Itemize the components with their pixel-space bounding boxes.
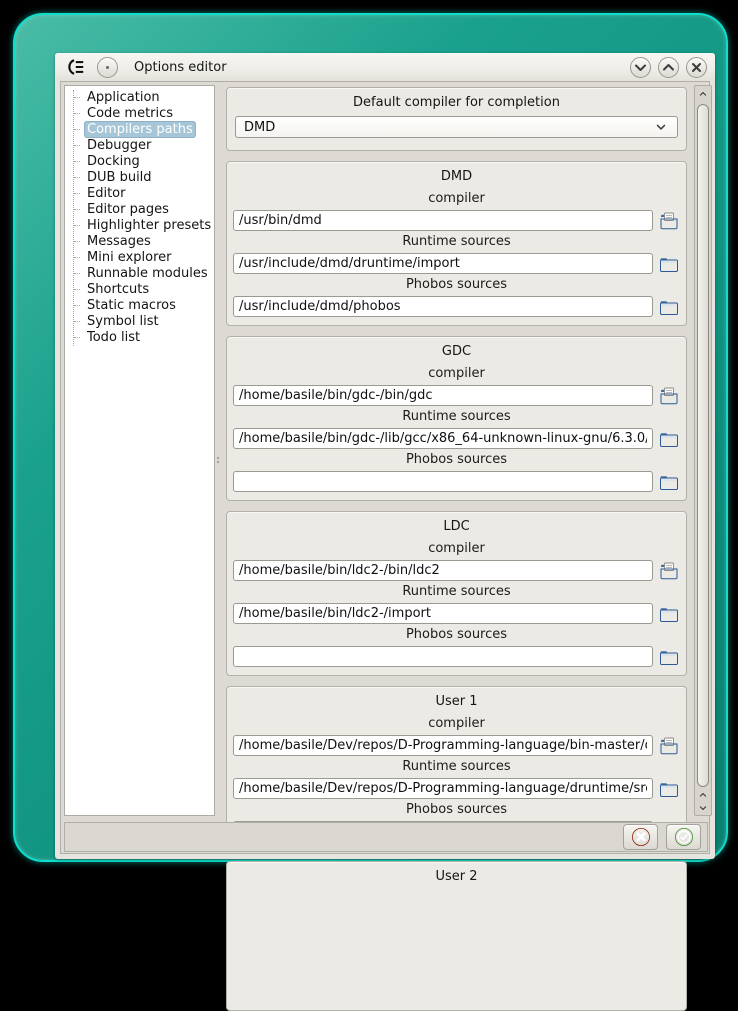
- window-frame: [13, 13, 728, 884]
- chevron-down-icon: [653, 119, 669, 135]
- dmd-runtime-browse-button[interactable]: [658, 253, 680, 274]
- combo-value: DMD: [244, 119, 276, 135]
- field-label: Phobos sources: [405, 277, 508, 292]
- dmd-runtime-sources-input[interactable]: [233, 253, 653, 274]
- coedit-logo-icon: [65, 59, 85, 75]
- chevron-down-icon: [630, 57, 651, 78]
- sidebar-item-docking[interactable]: Docking: [74, 154, 212, 170]
- default-compiler-group: [226, 87, 687, 151]
- window-menu-dot-icon: [106, 66, 109, 69]
- chevron-down-icon: [696, 802, 710, 814]
- scroll-down-button[interactable]: [695, 801, 711, 815]
- folder-icon: [659, 780, 679, 798]
- titlebar[interactable]: [55, 53, 715, 81]
- close-icon: [686, 57, 707, 78]
- field-label: compiler: [428, 541, 485, 556]
- cancel-icon: [631, 827, 651, 847]
- ldc-runtime-browse-button[interactable]: [658, 603, 680, 624]
- compiler-group-user2: [226, 861, 687, 1011]
- gdc-runtime-browse-button[interactable]: [658, 428, 680, 449]
- default-compiler-select[interactable]: [235, 116, 678, 138]
- user1-compiler-path-input[interactable]: [233, 735, 653, 756]
- sidebar-item-mini-explorer[interactable]: Mini explorer: [74, 250, 212, 266]
- sidebar-item-code-metrics[interactable]: Code metrics: [74, 106, 212, 122]
- field-label: Phobos sources: [405, 452, 508, 467]
- field-label: Phobos sources: [405, 802, 508, 817]
- chevron-up-icon: [696, 88, 710, 100]
- ldc-phobos-browse-button[interactable]: [658, 646, 680, 667]
- open-file-icon: [659, 212, 679, 230]
- field-label: compiler: [428, 366, 485, 381]
- sidebar-item-compilers-paths[interactable]: Compilers paths: [74, 122, 212, 138]
- compilers-paths-panel: [223, 85, 690, 884]
- field-label: compiler: [428, 716, 485, 731]
- categories-sidebar[interactable]: [64, 85, 215, 816]
- group-title: LDC: [443, 519, 470, 534]
- scroll-up-button[interactable]: [695, 87, 711, 101]
- options-editor-window: [55, 53, 715, 884]
- chevron-up-icon: [658, 57, 679, 78]
- sidebar-item-editor[interactable]: Editor: [74, 186, 212, 202]
- field-label: Runtime sources: [402, 234, 511, 249]
- open-file-icon: [659, 387, 679, 405]
- gdc-compiler-path-input[interactable]: [233, 385, 653, 406]
- sidebar-item-messages[interactable]: Messages: [74, 234, 212, 250]
- minimize-button[interactable]: [630, 57, 651, 78]
- ldc-compiler-path-input[interactable]: [233, 560, 653, 581]
- chevron-up-icon: [696, 789, 710, 801]
- group-title: Default compiler for completion: [353, 95, 560, 110]
- vertical-scrollbar[interactable]: [694, 85, 712, 816]
- open-file-icon: [659, 737, 679, 755]
- accept-icon: [674, 827, 694, 847]
- sidebar-item-application[interactable]: Application: [74, 90, 212, 106]
- scrollbar-thumb[interactable]: [697, 104, 709, 787]
- sidebar-item-static-macros[interactable]: Static macros: [74, 298, 212, 314]
- ldc-compiler-browse-button[interactable]: [658, 560, 680, 581]
- field-label: Runtime sources: [402, 759, 511, 774]
- folder-icon: [659, 473, 679, 491]
- compiler-group-dmd: [226, 161, 687, 326]
- ldc-phobos-sources-input[interactable]: [233, 646, 653, 667]
- sidebar-item-debugger[interactable]: Debugger: [74, 138, 212, 154]
- folder-icon: [659, 298, 679, 316]
- open-file-icon: [659, 562, 679, 580]
- dialog-button-bar: [64, 822, 708, 852]
- folder-icon: [659, 255, 679, 273]
- window-title: Options editor: [134, 59, 227, 75]
- sidebar-item-editor-pages[interactable]: Editor pages: [74, 202, 212, 218]
- compiler-group-ldc: [226, 511, 687, 676]
- accept-button[interactable]: [666, 824, 701, 850]
- dmd-phobos-sources-input[interactable]: [233, 296, 653, 317]
- window-menu-button[interactable]: [97, 57, 118, 78]
- cancel-button[interactable]: [623, 824, 658, 850]
- user1-compiler-browse-button[interactable]: [658, 735, 680, 756]
- sidebar-item-shortcuts[interactable]: Shortcuts: [74, 282, 212, 298]
- sidebar-item-todo-list[interactable]: Todo list: [74, 330, 212, 346]
- folder-icon: [659, 648, 679, 666]
- maximize-button[interactable]: [658, 57, 679, 78]
- sidebar-item-dub-build[interactable]: DUB build: [74, 170, 212, 186]
- splitter-grip-icon: [217, 455, 219, 465]
- sidebar-item-runnable-modules[interactable]: Runnable modules: [74, 266, 212, 282]
- gdc-phobos-sources-input[interactable]: [233, 471, 653, 492]
- ldc-runtime-sources-input[interactable]: [233, 603, 653, 624]
- dmd-compiler-browse-button[interactable]: [658, 210, 680, 231]
- dmd-compiler-path-input[interactable]: [233, 210, 653, 231]
- sidebar-item-symbol-list[interactable]: Symbol list: [74, 314, 212, 330]
- scroll-up-button-bottom[interactable]: [695, 788, 711, 802]
- compiler-group-gdc: [226, 336, 687, 501]
- user1-runtime-sources-input[interactable]: [233, 778, 653, 799]
- group-title: User 2: [435, 869, 478, 884]
- group-title: GDC: [441, 344, 472, 359]
- gdc-runtime-sources-input[interactable]: [233, 428, 653, 449]
- category-tree: [73, 90, 212, 346]
- field-label: Runtime sources: [402, 584, 511, 599]
- group-title: DMD: [440, 169, 473, 184]
- dmd-phobos-browse-button[interactable]: [658, 296, 680, 317]
- sidebar-splitter[interactable]: [215, 85, 223, 816]
- field-label: compiler: [428, 191, 485, 206]
- folder-icon: [659, 605, 679, 623]
- gdc-phobos-browse-button[interactable]: [658, 471, 680, 492]
- user1-runtime-browse-button[interactable]: [658, 778, 680, 799]
- sidebar-item-highlighter-presets[interactable]: Highlighter presets: [74, 218, 212, 234]
- field-label: Runtime sources: [402, 409, 511, 424]
- field-label: Phobos sources: [405, 627, 508, 642]
- folder-icon: [659, 430, 679, 448]
- gdc-compiler-browse-button[interactable]: [658, 385, 680, 406]
- dialog-client-area: [60, 81, 710, 884]
- close-button[interactable]: [686, 57, 707, 78]
- group-title: User 1: [435, 694, 478, 709]
